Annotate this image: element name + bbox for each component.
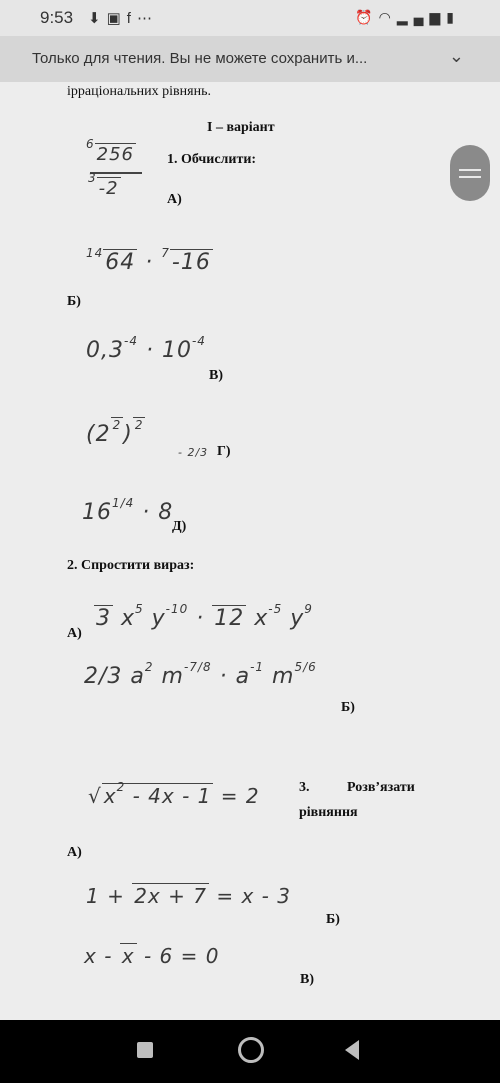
task3-title-word2: рівняння <box>299 805 358 820</box>
more-icon: ⋯ <box>136 10 158 27</box>
grip-line-icon <box>459 169 481 171</box>
task1-label-a: А) <box>167 192 182 207</box>
chevron-down-icon[interactable]: ⌄ <box>448 46 464 66</box>
formula-2b: 2/3 $a^2$ $m^{-7/8} \cdot a^{-1}$ $m^{5/6}$ <box>84 660 317 689</box>
navigation-bar <box>0 1020 500 1083</box>
fraction-line <box>90 172 142 174</box>
task3-label-b: Б) <box>326 912 340 927</box>
alarm-icon: ⏰ <box>355 9 379 25</box>
status-time: 9:53 <box>40 8 74 27</box>
formula-2a: 3 $x^5$ $y^{-10} \cdot 12$ $x^{-5}$ $y^9$ <box>96 602 313 631</box>
formula-3a: √ $x^2 - 4x - 1 = 2$ <box>88 780 260 808</box>
scroll-handle[interactable] <box>450 145 490 201</box>
formula-1a-numerator: $^6$ 256 <box>86 137 134 165</box>
task2-label-a: А) <box>67 626 82 641</box>
task3-label-v: В) <box>300 972 314 987</box>
recents-button[interactable] <box>137 1042 153 1058</box>
task2-label-b: Б) <box>341 700 355 715</box>
heading-tail: ірраціональних рівнянь. <box>67 84 211 99</box>
wifi-icon: ◠ <box>378 9 397 25</box>
back-button[interactable] <box>345 1040 359 1060</box>
battery-icon: ▮ <box>446 9 460 25</box>
banner-text: Только для чтения. Вы не можете сохранить и... <box>32 50 368 67</box>
download-icon: ⬇ <box>88 10 107 27</box>
document-view[interactable] <box>0 82 500 1020</box>
formula-3v: x - x - 6 = 0 <box>84 944 220 968</box>
formula-1a-denominator: $^3$ -2 <box>88 171 119 199</box>
readonly-banner[interactable] <box>0 36 500 82</box>
signal-icon: ▂▄▆ <box>396 9 447 25</box>
formula-1g-exponent: - 2/3 <box>178 446 209 459</box>
formula-3b: 1 + 2x + 7 = x - 3 <box>86 884 291 908</box>
task1-label-b: Б) <box>67 294 81 309</box>
task2-title: 2. Спростити вираз: <box>67 558 195 573</box>
formula-1g: (2 $^2$) $^2$ <box>86 418 144 447</box>
formula-1b: $^{14}$64 · $^7$-16 <box>86 246 211 275</box>
task3-number: 3. <box>299 780 310 795</box>
task3-title-word1: Розв’язати <box>347 780 415 795</box>
task1-label-v: В) <box>209 368 223 383</box>
status-bar <box>0 0 500 36</box>
facebook-icon: f <box>126 10 137 27</box>
task1-title: 1. Обчислити: <box>167 152 257 167</box>
notification-icons <box>88 9 158 27</box>
task3-label-a: А) <box>67 845 82 860</box>
home-button[interactable] <box>238 1037 264 1063</box>
system-icons <box>355 9 460 26</box>
formula-1v: $0,3^{-4} \cdot 10^{-4}$ <box>86 334 206 363</box>
image-icon: ▣ <box>106 10 127 27</box>
task1-label-g: Г) <box>217 444 231 459</box>
grip-line-icon <box>459 176 481 178</box>
task1-label-d: Д) <box>172 519 187 534</box>
variant-title: І – варіант <box>207 120 275 135</box>
formula-1d: $16^{1/4} \cdot 8$ <box>82 496 174 525</box>
